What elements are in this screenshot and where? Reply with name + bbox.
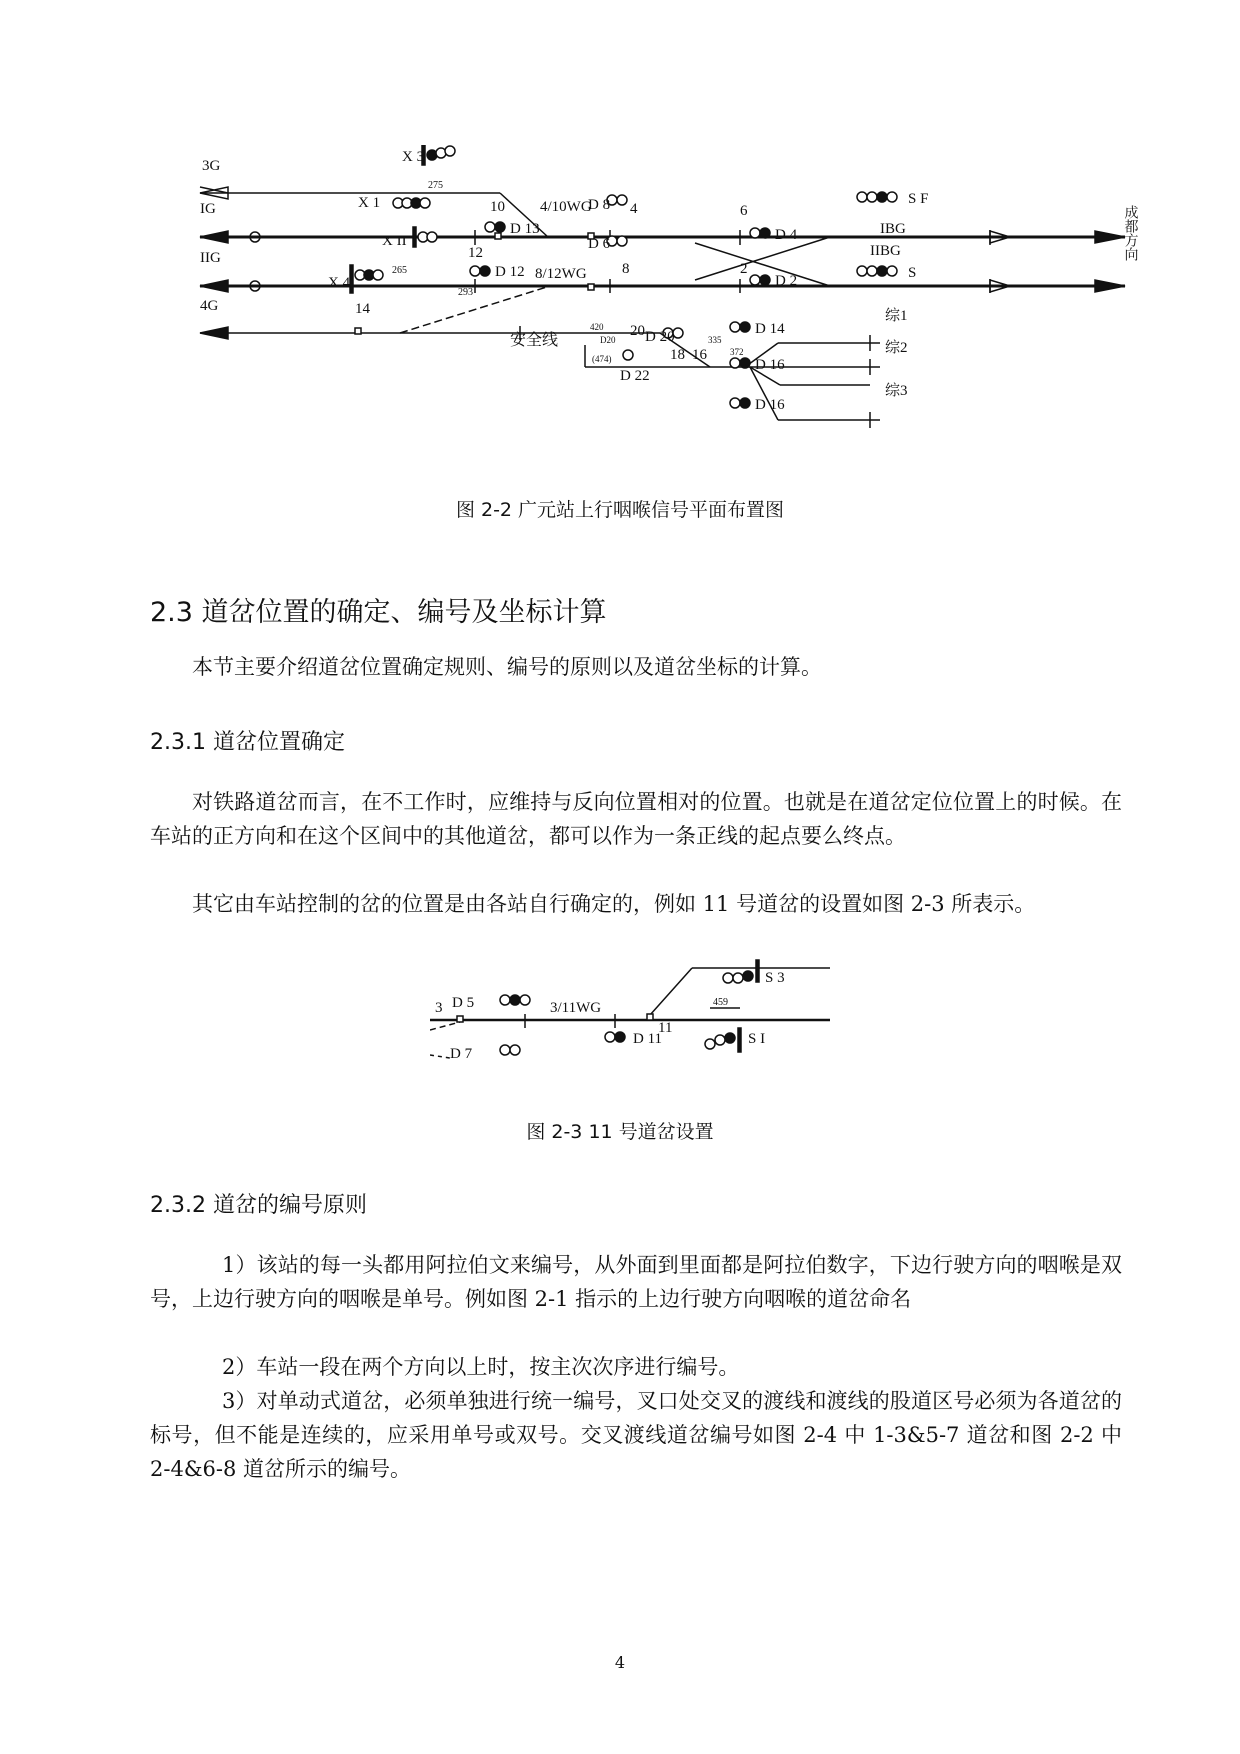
label-sw6: 6 [740,203,748,219]
label-sw11: 11 [658,1020,673,1036]
label-d14: D 14 [755,321,785,337]
label-s: S [908,265,917,281]
figure-2-2-caption: 图 2-2 广元站上行咽喉信号平面布置图 [455,499,785,521]
label-8-12wg: 8/12WG [535,266,587,282]
label-sw2: 2 [740,261,748,277]
label-sw20: 20 [630,323,645,339]
label-sw8: 8 [622,261,630,277]
label-d22: D 22 [620,368,650,384]
figure-2-3-caption: 图 2-3 11 号道岔设置 [526,1121,714,1143]
label-sw10: 10 [490,199,505,215]
label-sw16: 16 [692,347,707,363]
subsection-2-3-1-paragraph-1: 对铁路道岔而言，在不工作时，应维持与反向位置相对的位置。也就是在道岔定位位置上的时候。在车站的正方向和在这个区间中的其他道岔，都可以作为一条正线的起点要么终点。 [150,790,1122,848]
label-420: 420 [590,322,604,332]
label-x1: X 1 [358,195,381,211]
label-474: (474) [592,354,612,364]
label-zong1: 综1 [885,308,908,324]
label-4g: 4G [200,298,219,314]
label-s3: S 3 [765,970,785,986]
label-sw3: 3 [435,1000,443,1016]
label-iibg: IIBG [870,243,901,259]
label-1g: IG [200,201,216,217]
section-heading: 2.3 道岔位置的确定、编号及坐标计算 [150,597,607,628]
label-d20-small: D20 [600,335,616,345]
label-d16-b: D 16 [755,397,785,413]
label-372: 372 [730,347,744,357]
rule-3-paragraph: 3）对单动式道岔，必须单独进行统一编号，叉口处交叉的渡线和渡线的股道区号必须为各道岔的标号，但不能是连续的，应采用单号或双号。交叉渡线道岔编号如图 2-4 中 1-3&5-7 道岔和图 2-2 中 2-4&6-8 道岔所示的编号。 [150,1389,1122,1481]
label-275: 275 [428,180,443,191]
label-ibg: IBG [880,221,906,237]
label-2g: IIG [200,250,221,266]
label-3-11wg: 3/11WG [550,1000,602,1016]
label-xii: X II [382,233,407,249]
label-4-10wg: 4/10WG [540,199,592,215]
label-d11: D 11 [633,1031,663,1047]
page-number: 4 [614,1653,626,1672]
label-sw18: 18 [670,347,685,363]
subsection-2-3-2-heading: 2.3.2 道岔的编号原则 [150,1193,367,1218]
subsection-2-3-1-paragraph-2: 其它由车站控制的岔的位置是由各站自行确定的，例如 11 号道岔的设置如图 2-3 所表示。 [192,892,1036,916]
subsection-2-3-1-heading: 2.3.1 道岔位置确定 [150,730,345,755]
label-d20: D 20 [645,329,675,345]
label-d2: D 2 [775,273,798,289]
label-d12: D 12 [495,264,525,280]
label-sw14: 14 [355,301,370,317]
label-sw4: 4 [630,201,638,217]
label-x4: X 4 [328,275,351,291]
label-s1: S I [748,1031,766,1047]
label-293: 293 [458,287,473,298]
label-335: 335 [708,335,722,345]
label-zong2: 综2 [885,340,908,356]
label-x3: X 3 [402,149,425,165]
label-sw12: 12 [468,245,483,261]
label-d8: D 8 [588,197,611,213]
figure-2-3-diagram [430,950,840,1065]
label-3g: 3G [202,158,221,174]
label-d13: D 13 [510,221,540,237]
label-sf: S F [908,191,929,207]
label-459: 459 [713,997,728,1008]
label-d6: D 6 [588,236,611,252]
label-d5: D 5 [452,995,475,1011]
label-265: 265 [392,265,407,276]
section-intro: 本节主要介绍道岔位置确定规则、编号的原则以及道岔坐标的计算。 [192,655,822,679]
rule-2-paragraph: 2）车站一段在两个方向以上时，按主次次序进行编号。 [222,1355,740,1379]
rule-1-paragraph: 1）该站的每一头都用阿拉伯文来编号，从外面到里面都是阿拉伯数字，下边行驶方向的咽喉是双号，上边行驶方向的咽喉是单号。例如图 2-1 指示的上边行驶方向咽喉的道岔命名 [150,1253,1122,1311]
label-d16-a: D 16 [755,357,785,373]
label-zong3: 综3 [885,383,908,399]
figure-2-2-diagram [190,145,1170,465]
label-d4: D 4 [775,227,798,243]
label-d7: D 7 [450,1046,473,1062]
label-safety-line: 安全线 [510,332,559,349]
label-chengdu-direction: 成都方向 [1122,205,1138,261]
